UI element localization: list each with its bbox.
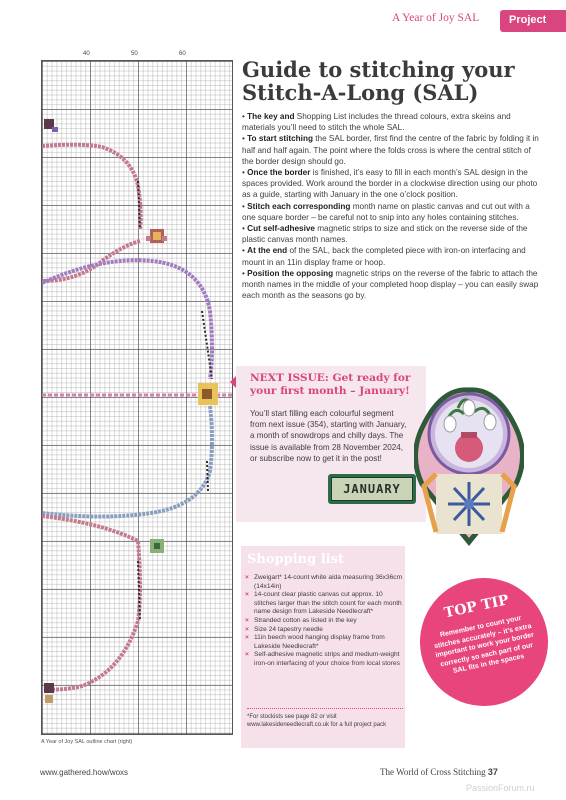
chart-column-number: 50 [131,51,138,57]
instruction-text: magnetic strips to size and stick on the reverse side of the plastic canvas month names. [242,224,528,245]
magazine-name: The World of Cross Stitching [380,767,486,777]
instruction-text: Shopping List includes the thread colours, extra skeins and materials you’ll need to stitch the whole SAL. [242,112,511,133]
top-tip-badge [408,566,560,718]
list-item: × Size 24 tapestry needle [245,626,403,635]
instruction-lead: Position the opposing [247,268,334,278]
next-issue-heading: NEXT ISSUE: Get ready for your first month – January! [250,372,411,397]
instruction-text: of the SAL, back the completed piece with iron-on interfacing and mount in an 11in display frame or hoop. [242,246,526,267]
page-title [242,58,542,104]
instruction-paragraph: • Position the opposing magnetic strips on the reverse of the fabric to attach the month names in the middle of your completed hoop display – you can easily swap each month as the seasons go by. [242,268,539,301]
instruction-text: magnetic strips on the reverse of the fabric to attach the month names in the middle of your completed hoop display – you can easily swap each month as the seasons go by. [242,268,539,301]
tip-text: Remember to count your stitches accurately – it’s extra important to work your border correctly so each part of our SAL fits in the spaces [433,614,535,675]
instruction-text: month name on plastic canvas and cut out with a one square border – be careful not to snip into any holes containing stitches. [242,201,530,222]
instruction-lead: Cut self-adhesive [247,224,315,234]
instruction-lead: Stitch each corresponding [247,201,351,211]
chart-column-number: 60 [179,51,186,57]
series-title: A Year of Joy SAL [392,12,480,24]
watermark: PassionForum.ru [466,783,535,793]
chart-border-stitches [42,61,234,736]
outline-chart [41,60,233,735]
instruction-lead: Once the border [247,168,311,178]
page-title-line: Guide to stitching your [242,57,515,82]
list-item: × 14-count clear plastic canvas cut approx. 10 stitches larger than the stitch count for each month name design from Lakeside Needlecraft* [245,591,403,617]
instruction-paragraph: • To start stitching the SAL border, first find the centre of the fabric by folding it in half and half again. The point where the folds cross is where the central stitch of the border design should go. [242,134,539,166]
list-item: × Zweigart* 14-count white aida measuring 36x36cm (14x14in) [245,574,403,591]
footer-magazine [380,767,498,777]
january-sign-text: JANUARY [331,477,413,501]
chart-column-number: 40 [83,51,90,57]
instruction-paragraph: • At the end of the SAL, back the completed piece with iron-on interfacing and mount in an 11in display frame or hoop. [242,246,526,267]
snowdrop-ornament-image [414,364,524,554]
pointer-arrow [230,376,236,388]
footer-url: www.gathered.how/woxs [40,768,129,777]
instruction-lead: The key and [247,112,295,121]
list-item: × 11in beech wood hanging display frame from Lakeside Needlecraft* [245,634,403,651]
section-tab: Project [500,10,566,32]
list-item: × Self-adhesive magnetic strips and medium-weight iron-on interfacing of your choice from local stores [245,651,403,668]
instruction-paragraph: • The key and Shopping List includes the thread colours, extra skeins and materials you’ll need to stitch the whole SAL. [242,112,511,133]
january-sign [328,474,416,504]
instruction-lead: To start stitching [247,134,313,144]
instruction-text: is finished, it’s easy to fill in each month’s SAL design in the spaces provided. Work around the border in a clockwise direction using our photo as a guide, starting with January in the one o’clock position. [242,168,538,200]
instruction-lead: At the end [247,246,288,256]
shopping-list-box [241,546,405,748]
instructions [242,111,542,301]
instruction-paragraph: • Stitch each corresponding month name on plastic canvas and cut out with a one square border – be careful not to snip into any holes containing stitches. [242,201,530,222]
list-item: × Stranded cotton as listed in the key [245,617,403,626]
tip-title: TOP TIP [442,592,511,622]
stockists-note: *For stockists see page 82 or visit www.lakesideneedlecraft.co.uk for a full project pack [247,708,403,729]
page-title-line: Stitch-A-Long (SAL) [242,80,479,105]
instruction-paragraph: • Once the border is finished, it’s easy to fill in each month’s SAL design in the spaces provided. Work around the border in a clockwise direction using our photo as a guide, starting with January in the one o’clock position. [242,168,538,200]
shopping-list-title: Shopping list [247,552,344,567]
instruction-text: the SAL border, first find the centre of the fabric by folding it in half and half again. The point where the folds cross is where the central stitch of the border design should go. [242,134,539,166]
page-number: 37 [487,767,498,777]
chart-caption: A Year of Joy SAL outline chart (right) [41,739,133,745]
shopping-list [245,574,403,669]
instruction-paragraph: • Cut self-adhesive magnetic strips to size and stick on the reverse side of the plastic canvas month names. [242,224,528,245]
next-issue-body: You’ll start filling each colourful segment from next issue (354), starting with January, a month of snowdrops and chilly days. The issue is available from 28 November 2024, or subscribe now to get it in the post! [250,409,407,463]
